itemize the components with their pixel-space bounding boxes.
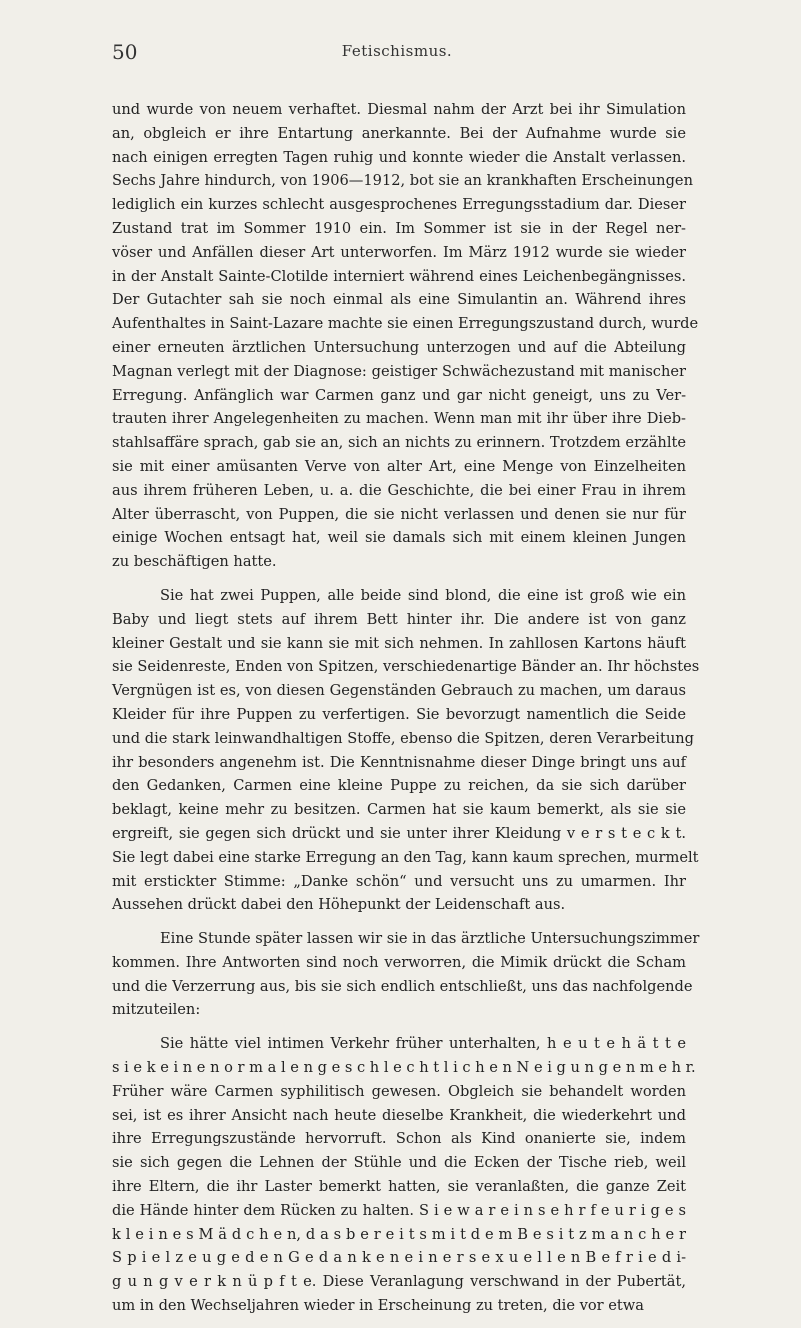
- paragraph: [112, 1032, 696, 1318]
- running-title: Fetischismus.: [341, 42, 453, 60]
- text-line: und wurde von neuem verhaftet. Diesmal nahm der Arzt bei ihr Simulation: [112, 101, 686, 118]
- text-line: sie sich gegen die Lehnen der Stühle und die Ecken der Tische rieb, weil: [112, 1154, 686, 1172]
- text-line: mit erstickter Stimme: „Danke schön“ und versucht uns zu umarmen. Ihr: [112, 872, 686, 890]
- text-line: Sie hätte viel intimen Verkehr früher unterhalten, h e u t e h ä t t e: [160, 1035, 686, 1053]
- text-line: nach einigen erregten Tagen ruhig und konnte wieder die Anstalt verlassen.: [112, 148, 686, 166]
- text-line: ergreift, sie gegen sich drückt und sie unter ihrer Kleidung v e r s t e c k t.: [112, 824, 686, 842]
- text-line: stahlsaffäre sprach, gab sie an, sich an nichts zu erinnern. Trotzdem erzählte: [112, 434, 686, 452]
- text-line: ihre Eltern, die ihr Laster bemerkt hatten, sie veranlaßten, die ganze Zeit: [112, 1178, 686, 1196]
- text-line: Aussehen drückt dabei den Höhepunkt der Leidenschaft aus.: [112, 896, 566, 914]
- text-line: vöser und Anfällen dieser Art unterworfen. Im März 1912 wurde sie wieder: [112, 243, 686, 261]
- text-line: und die Verzerrung aus, bis sie sich endlich entschließt, uns das nachfolgende: [112, 977, 693, 995]
- paragraph: [112, 98, 699, 574]
- page-header: [112, 40, 682, 68]
- paragraph: [112, 927, 700, 1022]
- text-line: lediglich ein kurzes schlecht ausgesprochenes Erregungsstadium dar. Dieser: [112, 196, 686, 214]
- text-line: Zustand trat im Sommer 1910 ein. Im Sommer ist sie in der Regel ner-: [112, 219, 686, 237]
- text-line: mitzuteilen:: [112, 1001, 201, 1019]
- text-line: ihre Erregungszustände hervorruft. Schon als Kind onanierte sie, indem: [112, 1130, 686, 1148]
- text-line: die Hände hinter dem Rücken zu halten. S i e w a r e i n s e h r f e u r i g e s: [112, 1201, 686, 1219]
- text-line: Aufenthaltes in Saint-Lazare machte sie einen Erregungszustand durch, wurde: [112, 315, 699, 333]
- text-line: Baby und liegt stets auf ihrem Bett hinter ihr. Die andere ist von ganz: [112, 610, 686, 628]
- text-line: zu beschäftigen hatte.: [112, 553, 277, 571]
- body-text: [112, 98, 700, 1328]
- text-line: S p i e l z e u g e d e n G e d a n k e n e i n e r s e x u e l l e n B e f r i e d i-: [112, 1249, 686, 1267]
- text-line: Der Gutachter sah sie noch einmal als eine Simulantin an. Während ihres: [112, 291, 686, 309]
- text-line: Früher wäre Carmen syphilitisch gewesen. Obgleich sie behandelt worden: [112, 1082, 686, 1100]
- text-line: sie mit einer amüsanten Verve von alter Art, eine Menge von Einzelheiten: [112, 457, 686, 475]
- text-line: um in den Wechseljahren wieder in Erscheinung zu treten, die vor etwa: [112, 1297, 644, 1315]
- text-line: s i e k e i n e n o r m a l e n g e s c h l e c h t l i c h e n N e i g u n g e n m e h r.: [112, 1059, 696, 1077]
- text-line: den Gedanken, Carmen eine kleine Puppe zu reichen, da sie sich darüber: [112, 777, 686, 795]
- page-number: 50: [112, 40, 138, 64]
- text-line: g u n g v e r k n ü p f t e. Diese Veranlagung verschwand in der Pubertät,: [112, 1273, 686, 1291]
- text-line: beklagt, keine mehr zu besitzen. Carmen hat sie kaum bemerkt, als sie sie: [112, 801, 686, 819]
- text-line: Sie legt dabei eine starke Erregung an den Tag, kann kaum sprechen, murmelt: [112, 848, 699, 866]
- text-line: Eine Stunde später lassen wir sie in das ärztliche Untersuchungszimmer: [160, 930, 700, 948]
- text-line: Erregung. Anfänglich war Carmen ganz und gar nicht geneigt, uns zu Ver-: [112, 386, 686, 404]
- text-line: einer erneuten ärztlichen Untersuchung unterzogen und auf die Abteilung: [112, 338, 686, 356]
- text-line: einige Wochen entsagt hat, weil sie damals sich mit einem kleinen Jungen: [112, 529, 686, 547]
- text-line: Sechs Jahre hindurch, von 1906—1912, bot sie an krankhaften Erscheinungen: [112, 172, 693, 190]
- text-line: aus ihrem früheren Leben, u. a. die Geschichte, die bei einer Frau in ihrem: [112, 481, 686, 499]
- text-line: und die stark leinwandhaltigen Stoffe, ebenso die Spitzen, deren Verarbeitung: [112, 729, 694, 747]
- text-line: Sie hat zwei Puppen, alle beide sind blond, die eine ist groß wie ein: [160, 586, 686, 604]
- text-line: k l e i n e s M ä d c h e n, d a s b e r e i t s m i t d e m B e s i t z m a n c h e r: [112, 1225, 686, 1243]
- text-line: trauten ihrer Angelegenheiten zu machen. Wenn man mit ihr über ihre Dieb-: [112, 410, 686, 428]
- text-line: Magnan verlegt mit der Diagnose: geistiger Schwächezustand mit manischer: [112, 362, 686, 380]
- text-line: sie Seidenreste, Enden von Spitzen, verschiedenartige Bänder an. Ihr höchstes: [112, 658, 700, 676]
- text-line: Vergnügen ist es, von diesen Gegenständen Gebrauch zu machen, um daraus: [112, 682, 686, 700]
- paragraph: [112, 584, 700, 917]
- text-line: ihr besonders angenehm ist. Die Kenntnisnahme dieser Dinge bringt uns auf: [112, 753, 686, 771]
- text-line: in der Anstalt Sainte-Clotilde interniert während eines Leichenbegängnisses.: [112, 267, 686, 285]
- text-line: kommen. Ihre Antworten sind noch verworren, die Mimik drückt die Scham: [112, 953, 686, 971]
- text-line: an, obgleich er ihre Entartung anerkannte. Bei der Aufnahme wurde sie: [112, 124, 686, 142]
- text-line: sei, ist es ihrer Ansicht nach heute dieselbe Krankheit, die wiederkehrt und: [112, 1106, 686, 1124]
- text-line: Kleider für ihre Puppen zu verfertigen. Sie bevorzugt namentlich die Seide: [112, 705, 686, 723]
- text-line: kleiner Gestalt und sie kann sie mit sich nehmen. In zahllosen Kartons häuft: [112, 634, 686, 652]
- text-line: Alter überrascht, von Puppen, die sie nicht verlassen und denen sie nur für: [112, 505, 686, 523]
